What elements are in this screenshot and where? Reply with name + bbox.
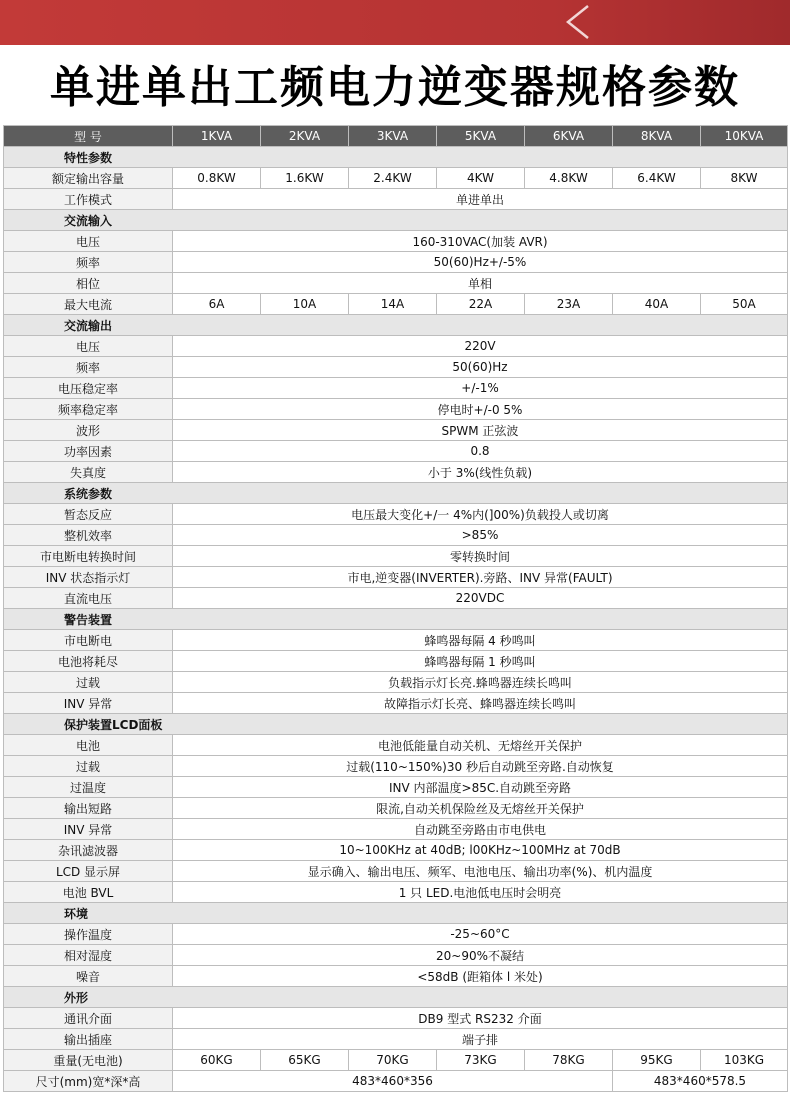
- row-value: 220VDC: [173, 588, 788, 609]
- table-cell: 6A: [173, 294, 261, 315]
- row-label: 直流电压: [4, 588, 173, 609]
- section-label: 交流输入: [4, 210, 788, 231]
- section-row: [4, 714, 788, 735]
- top-banner: [0, 0, 790, 45]
- row-value: 电池低能量自动关机、无熔丝开关保护: [173, 735, 788, 756]
- row-label: 功率因素: [4, 441, 173, 462]
- row-value: 端子排: [173, 1029, 788, 1050]
- table-cell: 1.6KW: [261, 168, 349, 189]
- table-cell: 6.4KW: [613, 168, 701, 189]
- header-model: 1KVA: [173, 126, 261, 147]
- table-cell: 4.8KW: [525, 168, 613, 189]
- row-label: 通讯介面: [4, 1008, 173, 1029]
- row-label: 噪音: [4, 966, 173, 987]
- table-row: [4, 1050, 788, 1071]
- row-label: 失真度: [4, 462, 173, 483]
- row-label: 尺寸(mm)宽*深*高: [4, 1071, 173, 1092]
- table-cell: 4KW: [437, 168, 525, 189]
- row-label: 整机效率: [4, 525, 173, 546]
- table-header: [4, 126, 788, 147]
- section-label: 外形: [4, 987, 788, 1008]
- row-value: 10~100KHz at 40dB; l00KHz~100MHz at 70dB: [173, 840, 788, 861]
- row-value: 蜂鸣器每隔 1 秒鸣叫: [173, 651, 788, 672]
- row-value: 零转换时间: [173, 546, 788, 567]
- table-row: [4, 525, 788, 546]
- row-value: 市电,逆变器(INVERTER).旁路、INV 异常(FAULT): [173, 567, 788, 588]
- header-model: 10KVA: [701, 126, 788, 147]
- section-label: 特性参数: [4, 147, 788, 168]
- table-row: [4, 651, 788, 672]
- table-row: [4, 546, 788, 567]
- header-model-label: 型 号: [4, 126, 173, 147]
- table-cell: 60KG: [173, 1050, 261, 1071]
- table-row: [4, 630, 788, 651]
- table-cell: 78KG: [525, 1050, 613, 1071]
- row-label: 最大电流: [4, 294, 173, 315]
- table-row: [4, 756, 788, 777]
- table-row: [4, 798, 788, 819]
- row-label: 过温度: [4, 777, 173, 798]
- section-label: 系统参数: [4, 483, 788, 504]
- banner-graphic: [0, 0, 790, 45]
- row-value: -25~60°C: [173, 924, 788, 945]
- table-row: [4, 1008, 788, 1029]
- table-row: [4, 294, 788, 315]
- table-cell: 103KG: [701, 1050, 788, 1071]
- row-label: 市电断电转换时间: [4, 546, 173, 567]
- row-label: 相位: [4, 273, 173, 294]
- row-label: 电池将耗尽: [4, 651, 173, 672]
- row-label: 输出插座: [4, 1029, 173, 1050]
- table-row: [4, 777, 788, 798]
- table-row: [4, 567, 788, 588]
- row-label: 波形: [4, 420, 173, 441]
- row-label: 电压稳定率: [4, 378, 173, 399]
- row-value: DB9 型式 RS232 介面: [173, 1008, 788, 1029]
- row-label: 重量(无电池): [4, 1050, 173, 1071]
- row-value: 限流,自动关机保险丝及无熔丝开关保护: [173, 798, 788, 819]
- table-row: [4, 399, 788, 420]
- table-row: [4, 273, 788, 294]
- row-label: 电压: [4, 231, 173, 252]
- table-cell: 0.8KW: [173, 168, 261, 189]
- row-value: 160-310VAC(加装 AVR): [173, 231, 788, 252]
- table-cell: 483*460*356: [173, 1071, 613, 1092]
- row-label: 频率稳定率: [4, 399, 173, 420]
- row-label: 电压: [4, 336, 173, 357]
- row-value: 显示确入、输出电压、频军、电池电压、输出功率(%)、机内温度: [173, 861, 788, 882]
- table-row: [4, 252, 788, 273]
- section-label: 保护装置LCD面板: [4, 714, 788, 735]
- row-label: 市电断电: [4, 630, 173, 651]
- table-row: [4, 882, 788, 903]
- row-value: +/-1%: [173, 378, 788, 399]
- section-label: 交流输出: [4, 315, 788, 336]
- row-value: 负载指示灯长亮.蜂鸣器连续长鸣叫: [173, 672, 788, 693]
- header-model: 5KVA: [437, 126, 525, 147]
- header-model: 2KVA: [261, 126, 349, 147]
- row-label: 频率: [4, 252, 173, 273]
- table-row: [4, 189, 788, 210]
- row-value: 故障指示灯长亮、蜂鸣器连续长鸣叫: [173, 693, 788, 714]
- table-body: [4, 147, 788, 1092]
- row-value: 1 只 LED.电池低电压时会明亮: [173, 882, 788, 903]
- table-cell: 73KG: [437, 1050, 525, 1071]
- table-row: [4, 861, 788, 882]
- table-cell: 40A: [613, 294, 701, 315]
- row-label: 过载: [4, 672, 173, 693]
- table-row: [4, 336, 788, 357]
- table-row: [4, 504, 788, 525]
- row-label: 频率: [4, 357, 173, 378]
- row-value: 单进单出: [173, 189, 788, 210]
- table-row: [4, 735, 788, 756]
- section-label: 环境: [4, 903, 788, 924]
- row-value: 单相: [173, 273, 788, 294]
- page-title: 单进单出工频电力逆变器规格参数: [50, 62, 740, 113]
- row-value: >85%: [173, 525, 788, 546]
- row-label: INV 异常: [4, 819, 173, 840]
- row-label: 杂讯滤波器: [4, 840, 173, 861]
- section-row: [4, 609, 788, 630]
- row-label: 电池: [4, 735, 173, 756]
- table-row: [4, 924, 788, 945]
- row-label: LCD 显示屏: [4, 861, 173, 882]
- table-row: [4, 966, 788, 987]
- table-row: [4, 441, 788, 462]
- row-label: 电池 BVL: [4, 882, 173, 903]
- spec-table: [3, 125, 788, 1092]
- row-value: 0.8: [173, 441, 788, 462]
- header-model: 8KVA: [613, 126, 701, 147]
- table-row: [4, 420, 788, 441]
- table-cell: 50A: [701, 294, 788, 315]
- row-value: 50(60)Hz+/-5%: [173, 252, 788, 273]
- section-row: [4, 903, 788, 924]
- row-label: 额定输出容量: [4, 168, 173, 189]
- row-value: 50(60)Hz: [173, 357, 788, 378]
- section-row: [4, 210, 788, 231]
- header-model: 6KVA: [525, 126, 613, 147]
- table-cell: 95KG: [613, 1050, 701, 1071]
- table-cell: 2.4KW: [349, 168, 437, 189]
- section-row: [4, 147, 788, 168]
- table-cell: 22A: [437, 294, 525, 315]
- table-row: [4, 945, 788, 966]
- row-label: 操作温度: [4, 924, 173, 945]
- table-row: [4, 1029, 788, 1050]
- table-row: [4, 231, 788, 252]
- row-value: <58dB (距箱体 l 米处): [173, 966, 788, 987]
- row-value: 220V: [173, 336, 788, 357]
- table-cell: 23A: [525, 294, 613, 315]
- table-row: [4, 588, 788, 609]
- row-value: 20~90%不凝结: [173, 945, 788, 966]
- section-row: [4, 483, 788, 504]
- row-value: 过载(110~150%)30 秒后自动跳至旁路.自动恢复: [173, 756, 788, 777]
- row-value: 停电时+/-0 5%: [173, 399, 788, 420]
- section-label: 警告装置: [4, 609, 788, 630]
- row-label: INV 异常: [4, 693, 173, 714]
- table-cell: 483*460*578.5: [613, 1071, 788, 1092]
- table-cell: 70KG: [349, 1050, 437, 1071]
- row-label: 工作模式: [4, 189, 173, 210]
- table-row: [4, 693, 788, 714]
- table-cell: 8KW: [701, 168, 788, 189]
- row-value: INV 内部温度>85C.自动跳至旁路: [173, 777, 788, 798]
- row-label: 相对湿度: [4, 945, 173, 966]
- table-row: [4, 357, 788, 378]
- row-label: 输出短路: [4, 798, 173, 819]
- row-value: SPWM 正弦波: [173, 420, 788, 441]
- table-cell: 65KG: [261, 1050, 349, 1071]
- row-label: 暂态反应: [4, 504, 173, 525]
- row-label: INV 状态指示灯: [4, 567, 173, 588]
- table-row: [4, 378, 788, 399]
- table-row: [4, 672, 788, 693]
- header-model: 3KVA: [349, 126, 437, 147]
- row-value: 自动跳至旁路由市电供电: [173, 819, 788, 840]
- row-value: 蜂鸣器每隔 4 秒鸣叫: [173, 630, 788, 651]
- section-row: [4, 315, 788, 336]
- table-row: [4, 840, 788, 861]
- row-label: 过载: [4, 756, 173, 777]
- row-value: 小于 3%(线性负载): [173, 462, 788, 483]
- table-row: [4, 1071, 788, 1092]
- table-row: [4, 168, 788, 189]
- row-value: 电压最大变化+/一 4%内(]00%)负载投人或切离: [173, 504, 788, 525]
- table-cell: 14A: [349, 294, 437, 315]
- table-row: [4, 819, 788, 840]
- table-row: [4, 462, 788, 483]
- table-cell: 10A: [261, 294, 349, 315]
- section-row: [4, 987, 788, 1008]
